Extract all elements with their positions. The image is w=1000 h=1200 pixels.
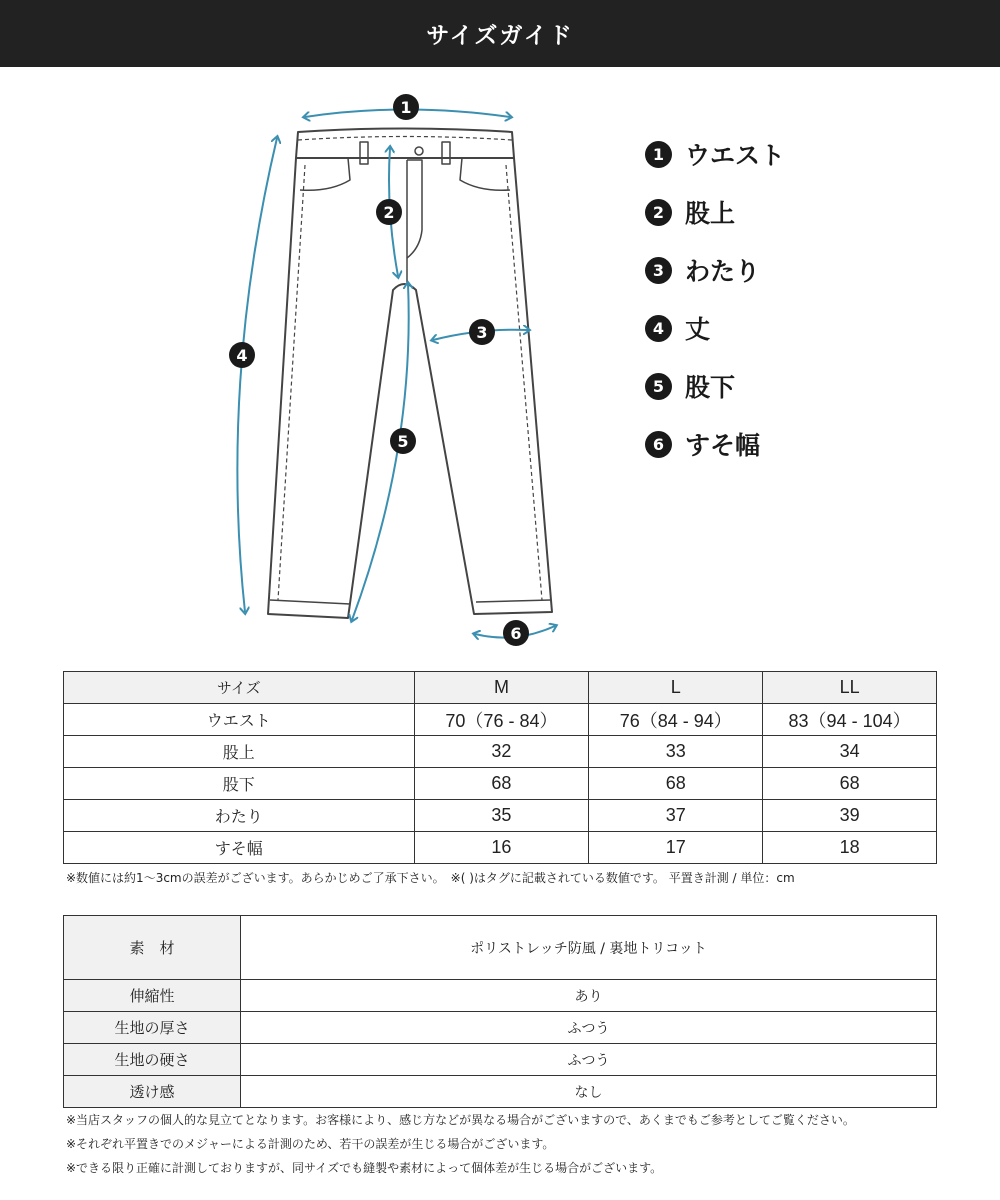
table-cell: 16 bbox=[414, 832, 589, 864]
table-cell: ふつう bbox=[241, 1044, 937, 1076]
page-title: サイズガイド bbox=[426, 23, 574, 49]
row-label: 素 材 bbox=[64, 916, 241, 980]
marker-1 bbox=[393, 94, 419, 120]
table-row bbox=[64, 1044, 937, 1076]
marker-3 bbox=[469, 319, 495, 345]
table-cell: なし bbox=[241, 1076, 937, 1108]
measurement-legend bbox=[645, 125, 945, 473]
marker-5 bbox=[390, 428, 416, 454]
row-label: わたり bbox=[64, 800, 415, 832]
size-table-note: ※数値には約1～3cmの誤差がございます。あらかじめご了承下さい。 ※( )はタグに記載されている数値です。 平置き計測 / 単位：cm bbox=[66, 871, 795, 885]
legend-number: 1 bbox=[645, 141, 672, 168]
row-label: 生地の厚さ bbox=[64, 1012, 241, 1044]
table-cell: ポリストレッチ防風 / 裏地トリコット bbox=[241, 916, 937, 980]
table-cell: 35 bbox=[414, 800, 589, 832]
table-cell: 18 bbox=[763, 832, 937, 864]
table-row bbox=[64, 1076, 937, 1108]
table-header-row bbox=[64, 672, 937, 704]
table-cell: 33 bbox=[589, 736, 763, 768]
table-row bbox=[64, 768, 937, 800]
material-table bbox=[63, 915, 937, 1108]
marker-4 bbox=[229, 342, 255, 368]
table-cell: 39 bbox=[763, 800, 937, 832]
table-cell: 34 bbox=[763, 736, 937, 768]
header-cell: M bbox=[414, 672, 589, 704]
page-header bbox=[0, 0, 1000, 67]
svg-text:2: 2 bbox=[383, 203, 395, 222]
table-cell: ふつう bbox=[241, 1012, 937, 1044]
header-cell: L bbox=[589, 672, 763, 704]
legend-label: 股下 bbox=[685, 373, 736, 402]
legend-item bbox=[645, 299, 945, 357]
svg-text:5: 5 bbox=[397, 432, 409, 451]
table-cell: 68 bbox=[763, 768, 937, 800]
note-line: ※それぞれ平置きでのメジャーによる計測のため、若干の誤差が生じる場合がございます。 bbox=[66, 1137, 555, 1151]
size-table bbox=[63, 671, 937, 864]
marker-6 bbox=[503, 620, 529, 646]
table-cell: あり bbox=[241, 980, 937, 1012]
legend-label: 丈 bbox=[685, 315, 711, 344]
table-cell: 70（76 - 84） bbox=[414, 704, 589, 736]
legend-number: 5 bbox=[645, 373, 672, 400]
row-label: 伸縮性 bbox=[64, 980, 241, 1012]
row-label: ウエスト bbox=[64, 704, 415, 736]
table-row bbox=[64, 832, 937, 864]
legend-number: 4 bbox=[645, 315, 672, 342]
row-label: 生地の硬さ bbox=[64, 1044, 241, 1076]
legend-number: 3 bbox=[645, 257, 672, 284]
legend-item bbox=[645, 183, 945, 241]
svg-text:1: 1 bbox=[400, 98, 412, 117]
legend-item bbox=[645, 357, 945, 415]
svg-text:6: 6 bbox=[510, 624, 522, 643]
table-row bbox=[64, 704, 937, 736]
legend-label: 股上 bbox=[685, 199, 736, 228]
legend-number: 2 bbox=[645, 199, 672, 226]
pants-outline bbox=[268, 129, 552, 619]
svg-text:4: 4 bbox=[236, 346, 248, 365]
measurement-arrows bbox=[237, 110, 555, 638]
legend-number: 6 bbox=[645, 431, 672, 458]
table-row bbox=[64, 736, 937, 768]
table-cell: 37 bbox=[589, 800, 763, 832]
table-cell: 17 bbox=[589, 832, 763, 864]
table-row bbox=[64, 980, 937, 1012]
legend-label: すそ幅 bbox=[685, 431, 761, 460]
row-label: すそ幅 bbox=[64, 832, 415, 864]
legend-label: ウエスト bbox=[685, 141, 786, 170]
svg-text:3: 3 bbox=[476, 323, 488, 342]
table-row bbox=[64, 916, 937, 980]
table-row bbox=[64, 1012, 937, 1044]
note-line: ※できる限り正確に計測しておりますが、同サイズでも縫製や素材によって個体差が生じる場合がございます。 bbox=[66, 1161, 663, 1175]
table-cell: 68 bbox=[414, 768, 589, 800]
legend-label: わたり bbox=[685, 257, 761, 286]
table-cell: 83（94 - 104） bbox=[763, 704, 937, 736]
table-row bbox=[64, 800, 937, 832]
table-cell: 32 bbox=[414, 736, 589, 768]
row-label: 透け感 bbox=[64, 1076, 241, 1108]
header-cell: サイズ bbox=[64, 672, 415, 704]
table-cell: 76（84 - 94） bbox=[589, 704, 763, 736]
legend-item bbox=[645, 241, 945, 299]
table-cell: 68 bbox=[589, 768, 763, 800]
row-label: 股上 bbox=[64, 736, 415, 768]
marker-2 bbox=[376, 199, 402, 225]
legend-item bbox=[645, 125, 945, 183]
legend-item bbox=[645, 415, 945, 473]
header-cell: LL bbox=[763, 672, 937, 704]
row-label: 股下 bbox=[64, 768, 415, 800]
note-line: ※当店スタッフの個人的な見立てとなります。お客様により、感じ方などが異なる場合がございますので、あくまでもご参考としてご覧ください。 bbox=[66, 1113, 855, 1127]
